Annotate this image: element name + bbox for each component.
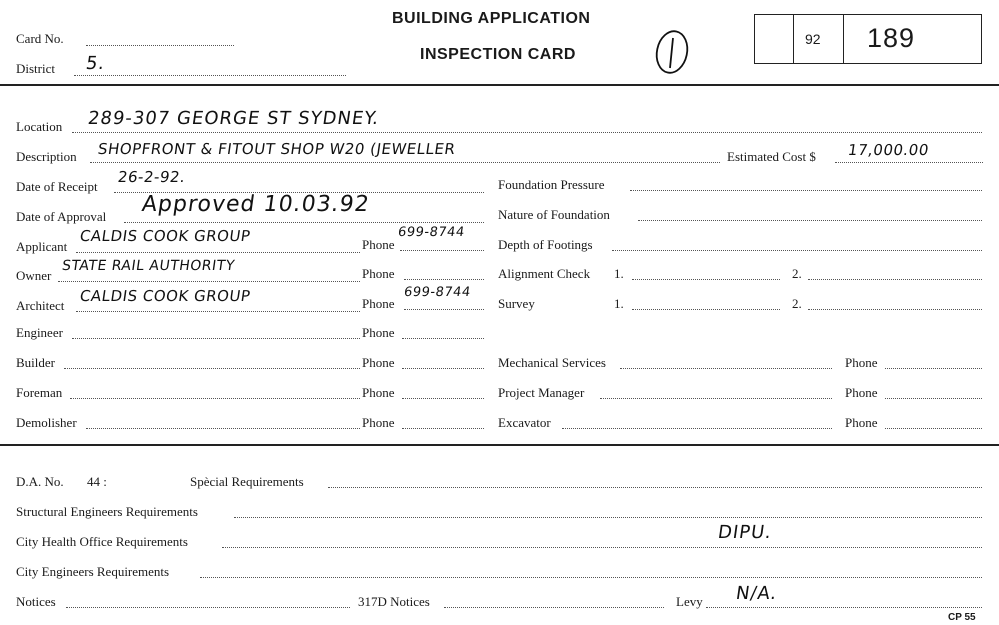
mechanical-services-field[interactable] [620,368,832,369]
notices-317d-field[interactable] [444,607,664,608]
city-engineers-label: City Engineers Requirements [16,564,170,579]
excavator-label: Excavator [498,415,551,430]
file-year: 92 [805,31,821,47]
da-no-value[interactable]: 44 : [87,474,107,489]
architect-phone-label: Phone [362,296,395,311]
applicant-value: CALDIS COOK GROUP [78,227,252,245]
notices-317d-label: 317D Notices [358,594,430,609]
survey-2-field[interactable] [808,309,982,310]
city-engineers-field[interactable] [200,577,982,578]
excavator-field[interactable] [562,428,832,429]
alignment-check-label: Alignment Check [498,266,591,281]
alignment-check-1-label: 1. [614,266,624,281]
nature-of-foundation-field[interactable] [638,220,982,221]
special-requirements-field[interactable] [328,487,982,488]
project-manager-field[interactable] [600,398,832,399]
builder-label: Builder [16,355,55,370]
architect-phone-value: 699-8744 [402,285,472,300]
depth-of-footings-label: Depth of Footings [498,237,593,252]
architect-label: Architect [16,298,65,313]
foreman-field[interactable] [70,398,360,399]
structural-engineers-field[interactable] [234,517,982,518]
nature-of-foundation-label: Nature of Foundation [498,207,610,222]
architect-phone-field[interactable] [404,309,484,310]
architect-field[interactable] [76,311,360,312]
city-health-label: City Health Office Requirements [16,534,188,549]
mechanical-services-phone-field[interactable] [885,368,982,369]
city-health-field[interactable] [222,547,982,548]
date-of-receipt-label: Date of Receipt [16,179,98,194]
engineer-phone-label: Phone [362,325,395,340]
survey-2-label: 2. [792,296,802,311]
foreman-label: Foreman [16,385,63,400]
owner-field[interactable] [58,281,360,282]
mechanical-services-label: Mechanical Services [498,355,606,370]
district-field[interactable] [74,75,346,76]
foundation-pressure-field[interactable] [630,190,982,191]
date-of-receipt-value: 26-2-92. [116,168,187,186]
city-health-value: DIPU. [716,522,774,543]
alignment-check-2-label: 2. [792,266,802,281]
survey-1-label: 1. [614,296,624,311]
form-code: CP 55 [948,612,976,623]
header-divider [0,84,999,86]
footer-divider [0,444,999,446]
location-field[interactable] [72,132,982,133]
description-value: SHOPFRONT & FITOUT SHOP W20 (JEWELLER [96,140,457,158]
levy-value: N/A. [734,583,779,604]
engineer-label: Engineer [16,325,63,340]
survey-1-field[interactable] [632,309,780,310]
notices-field[interactable] [66,607,350,608]
circled-mark [652,28,692,76]
notices-label: Notices [16,594,56,609]
district-label: District [16,61,55,76]
demolisher-label: Demolisher [16,415,77,430]
file-number-box [754,14,982,64]
demolisher-field[interactable] [86,428,360,429]
estimated-cost-value: 17,000.00 [846,141,931,159]
alignment-check-2-field[interactable] [808,279,982,280]
date-of-approval-label: Date of Approval [16,209,107,224]
survey-label: Survey [498,296,535,311]
form-title-line2: INSPECTION CARD [420,46,576,63]
project-manager-phone-label: Phone [845,385,878,400]
description-field[interactable] [90,162,720,163]
levy-field[interactable] [706,607,982,608]
foreman-phone-label: Phone [362,385,395,400]
applicant-field[interactable] [76,252,360,253]
depth-of-footings-field[interactable] [612,250,982,251]
owner-phone-field[interactable] [404,279,484,280]
applicant-label: Applicant [16,239,68,254]
owner-value: STATE RAIL AUTHORITY [60,258,236,274]
excavator-phone-label: Phone [845,415,878,430]
engineer-phone-field[interactable] [402,338,484,339]
alignment-check-1-field[interactable] [632,279,780,280]
card-no-field[interactable] [86,45,234,46]
mechanical-services-phone-label: Phone [845,355,878,370]
special-requirements-label: Spècial Requirements [190,474,304,489]
date-of-approval-value: Approved 10.03.92 [140,192,372,217]
district-value: 5. [84,53,107,74]
project-manager-label: Project Manager [498,385,585,400]
architect-value: CALDIS COOK GROUP [78,287,252,305]
file-number: 189 [867,23,916,53]
foreman-phone-field[interactable] [402,398,484,399]
owner-phone-label: Phone [362,266,395,281]
circle-icon [652,28,692,76]
levy-label: Levy [676,594,703,609]
applicant-phone-value: 699-8744 [396,225,466,240]
description-label: Description [16,149,77,164]
engineer-field[interactable] [72,338,360,339]
estimated-cost-label: Estimated Cost $ [727,149,816,164]
estimated-cost-field[interactable] [835,162,983,163]
applicant-phone-label: Phone [362,237,395,252]
builder-phone-label: Phone [362,355,395,370]
card-no-label: Card No. [16,31,64,46]
builder-phone-field[interactable] [402,368,484,369]
applicant-phone-field[interactable] [400,250,484,251]
project-manager-phone-field[interactable] [885,398,982,399]
foundation-pressure-label: Foundation Pressure [498,177,605,192]
date-of-approval-field[interactable] [124,222,484,223]
demolisher-phone-field[interactable] [402,428,484,429]
structural-engineers-label: Structural Engineers Requirements [16,504,198,519]
excavator-phone-field[interactable] [885,428,982,429]
builder-field[interactable] [64,368,360,369]
location-value: 289-307 GEORGE ST SYDNEY. [86,108,381,129]
location-label: Location [16,119,63,134]
form-title-line1: BUILDING APPLICATION [392,10,591,27]
da-no-label: D.A. No. [16,474,64,489]
demolisher-phone-label: Phone [362,415,395,430]
owner-label: Owner [16,268,52,283]
